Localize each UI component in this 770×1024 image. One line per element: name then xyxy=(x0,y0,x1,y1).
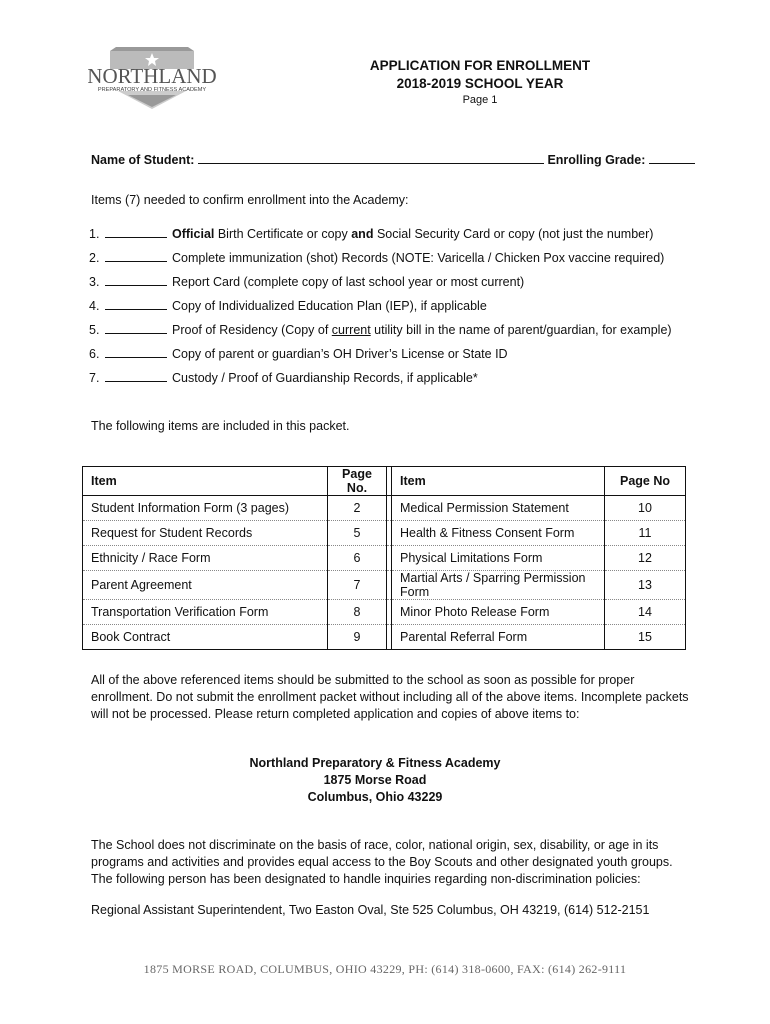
student-name-field[interactable] xyxy=(198,151,544,164)
list-item: 3. Report Card (complete copy of last school year or most current) xyxy=(89,275,525,289)
list-item: 5. Proof of Residency (Copy of current utility bill in the name of parent/guardian, for example) xyxy=(89,323,672,337)
enrolling-grade-field[interactable] xyxy=(649,151,695,164)
svg-text:NORTHLAND: NORTHLAND xyxy=(88,64,216,88)
list-item: 2. Complete immunization (shot) Records (NOTE: Varicella / Chicken Pox vaccine required) xyxy=(89,251,665,265)
student-name-label: Name of Student: xyxy=(91,153,195,167)
list-item: 7. Custody / Proof of Guardianship Records, if applicable* xyxy=(89,371,478,385)
checkbox-line[interactable] xyxy=(105,274,167,286)
student-row xyxy=(91,151,695,167)
school-logo xyxy=(88,47,216,109)
packet-intro: The following items are included in this packet. xyxy=(91,419,350,433)
checkbox-line[interactable] xyxy=(105,298,167,310)
checkbox-line[interactable] xyxy=(105,346,167,358)
table-header-row: Item Page No. Item Page No xyxy=(83,467,686,496)
school-year: 2018-2019 SCHOOL YEAR xyxy=(396,76,564,91)
list-item: 4. Copy of Individualized Education Plan (IEP), if applicable xyxy=(89,299,487,313)
table-row: Book Contract 9 Parental Referral Form 15 xyxy=(83,625,686,650)
table-row: Request for Student Records 5 Health & Fitness Consent Form 11 xyxy=(83,521,686,546)
checkbox-line[interactable] xyxy=(105,250,167,262)
page-footer: 1875 MORSE ROAD, COLUMBUS, OHIO 43229, PH: (614) 318-0600, FAX: (614) 262-9111 xyxy=(143,962,627,976)
list-item: 6. Copy of parent or guardian’s OH Driver’s License or State ID xyxy=(89,347,508,361)
checkbox-line[interactable] xyxy=(105,226,167,238)
checkbox-line[interactable] xyxy=(105,370,167,382)
table-row: Ethnicity / Race Form 6 Physical Limitations Form 12 xyxy=(83,546,686,571)
shield-logo-icon xyxy=(88,47,216,109)
table-row: Student Information Form (3 pages) 2 Medical Permission Statement 10 xyxy=(83,496,686,521)
checkbox-line[interactable] xyxy=(105,322,167,334)
table-row: Transportation Verification Form 8 Minor Photo Release Form 14 xyxy=(83,600,686,625)
svg-text:PREPARATORY AND FITNESS ACADEM: PREPARATORY AND FITNESS ACADEMY xyxy=(97,87,207,93)
items-intro: Items (7) needed to confirm enrollment into the Academy: xyxy=(91,193,409,207)
school-name: Northland Preparatory & Fitness Academy xyxy=(249,756,501,770)
table-row: Parent Agreement 7 Martial Arts / Sparring Permission Form 13 xyxy=(83,571,686,600)
submit-instructions: All of the above referenced items should be submitted to the school as soon as possible for proper enrollment. Do not submit the enrollment packet without including all of the above items. Incomplete packets will not be processed. Please return completed application and copies of above items to: xyxy=(91,673,689,721)
page-number: Page 1 xyxy=(462,94,498,106)
street-address: 1875 Morse Road xyxy=(323,773,427,787)
city-state-zip: Columbus, Ohio 43229 xyxy=(307,790,443,804)
contact-info: Regional Assistant Superintendent, Two Easton Oval, Ste 525 Columbus, OH 43219, (614) 512-2151 xyxy=(91,903,650,917)
nondiscrimination-statement: The School does not discriminate on the basis of race, color, national origin, sex, disability, or age in its programs and activities and provides equal access to the Boy Scouts and other designated youth groups. The following person has been designated to handle inquiries regarding non-discrimination policies: xyxy=(91,838,673,886)
form-title: APPLICATION FOR ENROLLMENT xyxy=(369,58,591,73)
list-item: 1. Official Birth Certificate or copy and Social Security Card or copy (not just the number) xyxy=(89,227,654,241)
enrolling-grade-label: Enrolling Grade: xyxy=(547,153,646,167)
packet-table xyxy=(82,466,686,650)
